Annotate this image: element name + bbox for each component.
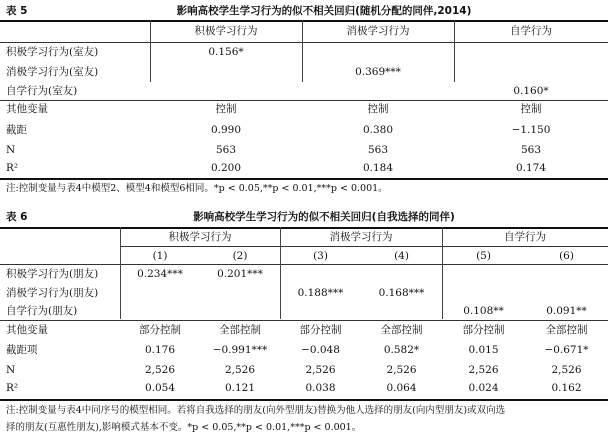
row-value: 0.015 bbox=[468, 344, 499, 356]
row-value: 2,526 bbox=[551, 364, 582, 376]
table5-col-header: 自学行为 bbox=[510, 25, 552, 37]
table6-number: 表 6 bbox=[6, 211, 28, 223]
row-value: 0.184 bbox=[362, 162, 394, 174]
row-value: 控制 bbox=[367, 103, 389, 115]
row-value: 2,526 bbox=[144, 364, 176, 376]
row-label: 截距 bbox=[6, 124, 27, 136]
row-value: 0.200 bbox=[210, 162, 242, 174]
row-value: 0.176 bbox=[144, 344, 176, 356]
row-value: 控制 bbox=[215, 103, 237, 115]
row-value: 0.121 bbox=[224, 382, 256, 394]
table6-top-rule bbox=[0, 227, 608, 229]
table5-rule bbox=[0, 100, 608, 101]
row-value: −0.048 bbox=[301, 344, 340, 356]
row-label: 积极学习行为(室友) bbox=[6, 46, 99, 58]
table6-model-header: (1) bbox=[152, 250, 168, 262]
table5-header-rule bbox=[0, 42, 608, 43]
table6-group-header: 积极学习行为 bbox=[168, 231, 232, 243]
row-value: 2,526 bbox=[224, 364, 256, 376]
row-value: −0.671* bbox=[544, 344, 589, 356]
row-value: 全部控制 bbox=[380, 324, 423, 336]
table6-model-header: (3) bbox=[313, 250, 328, 262]
row-value: 部分控制 bbox=[299, 324, 342, 336]
row-value: 0.064 bbox=[386, 382, 417, 394]
row-value: 0.091** bbox=[546, 305, 587, 317]
row-value: 2,526 bbox=[468, 364, 499, 376]
table6-rule bbox=[0, 320, 608, 321]
table6-group-header: 消极学习行为 bbox=[329, 231, 393, 243]
table6-model-header: (5) bbox=[476, 250, 491, 262]
table6-bottom-rule bbox=[0, 399, 608, 401]
table6-note-line1: 注:控制变量与表4中同序号的模型相同。若将自我选择的朋友(向外型朋友)替换为他人选择的朋友(向内型朋友)或双向选 bbox=[6, 405, 506, 416]
row-value: 0.188*** bbox=[297, 287, 344, 299]
row-value: 全部控制 bbox=[545, 324, 588, 336]
table6-note-line2: 择的朋友(互惠性朋友),影响模式基本不变。*p < 0.05,**p < 0.01,***p < 0.001。 bbox=[6, 422, 362, 433]
table6-header-rule bbox=[0, 264, 608, 265]
row-value: 控制 bbox=[520, 103, 542, 115]
row-label: 消极学习行为(室友) bbox=[6, 66, 99, 78]
table5-top-rule bbox=[0, 20, 608, 22]
table6-title bbox=[0, 208, 608, 224]
row-value: 部分控制 bbox=[462, 324, 505, 336]
row-label: 消极学习行为(朋友) bbox=[6, 287, 99, 299]
table6-caption: 影响高校学生学习行为的似不相关回归(自我选择的同伴) bbox=[193, 211, 455, 223]
row-value: 0.174 bbox=[515, 162, 547, 174]
row-label: R² bbox=[6, 382, 19, 394]
table5-title bbox=[0, 2, 608, 18]
row-value: 2,526 bbox=[305, 364, 336, 376]
row-value: 2,526 bbox=[386, 364, 417, 376]
row-value: 0.108** bbox=[463, 305, 504, 317]
table5-note: 注:控制变量与表4中模型2、模型4和模型6相同。*p < 0.05,**p < 0.01,***p < 0.001。 bbox=[6, 183, 388, 194]
row-value: 0.024 bbox=[468, 382, 499, 394]
row-value: 0.156* bbox=[208, 46, 244, 58]
row-value: 563 bbox=[367, 144, 389, 156]
row-value: 0.990 bbox=[210, 124, 242, 136]
table6-model-header: (2) bbox=[232, 250, 248, 262]
row-label: N bbox=[6, 144, 16, 156]
row-label: 自学行为(室友) bbox=[6, 85, 78, 97]
row-value: 全部控制 bbox=[219, 324, 261, 336]
row-value: −0.991*** bbox=[212, 344, 268, 356]
row-label: R² bbox=[6, 162, 19, 174]
row-value: 0.369*** bbox=[355, 66, 401, 78]
row-label: 积极学习行为(朋友) bbox=[6, 268, 99, 280]
table5-caption: 影响高校学生学习行为的似不相关回归(随机分配的同伴,2014) bbox=[176, 5, 472, 17]
row-value: 563 bbox=[520, 144, 542, 156]
row-label: 截距项 bbox=[6, 344, 38, 356]
row-label: 其他变量 bbox=[6, 103, 48, 115]
table5-vline bbox=[454, 20, 455, 82]
row-value: −1.150 bbox=[511, 124, 551, 136]
table6-group-header: 自学行为 bbox=[504, 231, 546, 243]
table5-col-header: 消极学习行为 bbox=[346, 25, 410, 37]
row-value: 0.380 bbox=[362, 124, 394, 136]
row-value: 0.168*** bbox=[378, 287, 425, 299]
table5-col-header: 积极学习行为 bbox=[194, 25, 258, 37]
row-value: 0.162 bbox=[551, 382, 582, 394]
table5-bottom-rule bbox=[0, 178, 608, 180]
row-value: 0.054 bbox=[144, 382, 176, 394]
table5-number: 表 5 bbox=[6, 5, 28, 17]
table6-model-header: (6) bbox=[559, 250, 574, 262]
row-value: 563 bbox=[215, 144, 237, 156]
row-value: 0.201*** bbox=[217, 268, 263, 280]
table6-vline bbox=[280, 227, 281, 319]
row-label: 其他变量 bbox=[6, 324, 48, 336]
row-label: 自学行为(朋友) bbox=[6, 305, 78, 317]
row-value: 0.038 bbox=[305, 382, 336, 394]
row-label: N bbox=[6, 364, 16, 376]
table6-group-rule bbox=[120, 246, 608, 247]
row-value: 0.582* bbox=[383, 344, 420, 356]
row-value: 部分控制 bbox=[139, 324, 181, 336]
row-value: 0.234*** bbox=[137, 268, 183, 280]
table6-model-header: (4) bbox=[394, 250, 409, 262]
row-value: 0.160* bbox=[513, 85, 549, 97]
